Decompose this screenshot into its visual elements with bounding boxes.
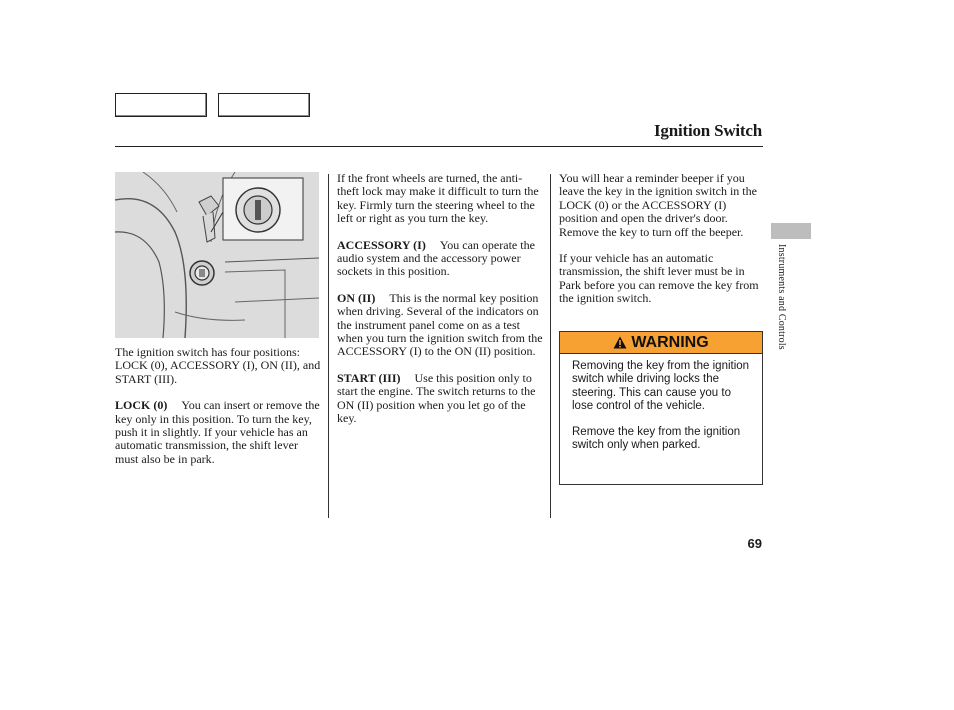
wheels-paragraph: If the front wheels are turned, the anti-theft lock may make it difficult to turn the key. Firmly turn the steering wheel to the left or right as you turn the key.	[337, 171, 539, 226]
column-divider	[328, 174, 329, 518]
on-term: ON (II)	[337, 290, 376, 305]
beeper-paragraph: You will hear a reminder beeper if you leave the key in the ignition switch in the LOCK (0) or the ACCESSORY (I) position and open the driver's door. Remove the key to turn off the beeper.	[559, 171, 757, 239]
lock-term: LOCK (0)	[115, 398, 168, 413]
column-divider	[550, 174, 551, 518]
ignition-switch-figure	[115, 172, 319, 338]
nav-button-main-menu[interactable]	[115, 93, 207, 117]
nav-button-index[interactable]	[218, 93, 310, 117]
text-column-3	[559, 172, 763, 319]
warning-triangle-icon	[613, 336, 627, 349]
title-rule	[115, 146, 763, 147]
warning-label: WARNING	[631, 333, 709, 351]
page-title: Ignition Switch	[654, 121, 762, 140]
section-label: Instruments and Controls	[776, 244, 787, 350]
accessory-text: You can operate the audio system and the accessory power sockets in this position.	[337, 237, 535, 279]
page-number: 69	[747, 536, 762, 551]
text-column-1	[115, 346, 321, 479]
lock-text: You can insert or remove the key only in this position. To turn the key, push it in slightly. If your vehicle has an automatic transmission, the shift lever must also be in park.	[115, 398, 320, 466]
start-text: Use this position only to start the engine. The switch returns to the ON (II) position when you let go of the key.	[337, 370, 536, 426]
intro-paragraph: The ignition switch has four positions: LOCK (0), ACCESSORY (I), ON (II), and START (III).	[115, 345, 321, 386]
warning-box	[559, 331, 763, 485]
start-paragraph	[337, 372, 543, 426]
on-text: This is the normal key position when driving. Several of the indicators on the instrument panel come on as a test when you turn the ignition switch from the ACCESSORY (I) to the ON (II) position.	[337, 290, 543, 359]
warning-header	[560, 332, 762, 354]
on-paragraph	[337, 292, 543, 359]
warning-paragraph-2: Remove the key from the ignition switch only when parked.	[572, 426, 741, 452]
warning-body	[560, 354, 762, 453]
start-term: START (III)	[337, 370, 401, 385]
accessory-term: ACCESSORY (I)	[337, 237, 426, 252]
lock-paragraph	[115, 399, 321, 466]
text-column-2	[337, 172, 543, 439]
ignition-illustration	[115, 172, 319, 338]
accessory-paragraph	[337, 239, 543, 279]
automatic-paragraph: If your vehicle has an automatic transmission, the shift lever must be in Park before you can remove the key from the ignition switch.	[559, 251, 759, 306]
warning-paragraph-1: Removing the key from the ignition switch while driving locks the steering. This can cause you to lose control of the vehicle.	[572, 360, 750, 412]
section-tab	[771, 223, 811, 239]
